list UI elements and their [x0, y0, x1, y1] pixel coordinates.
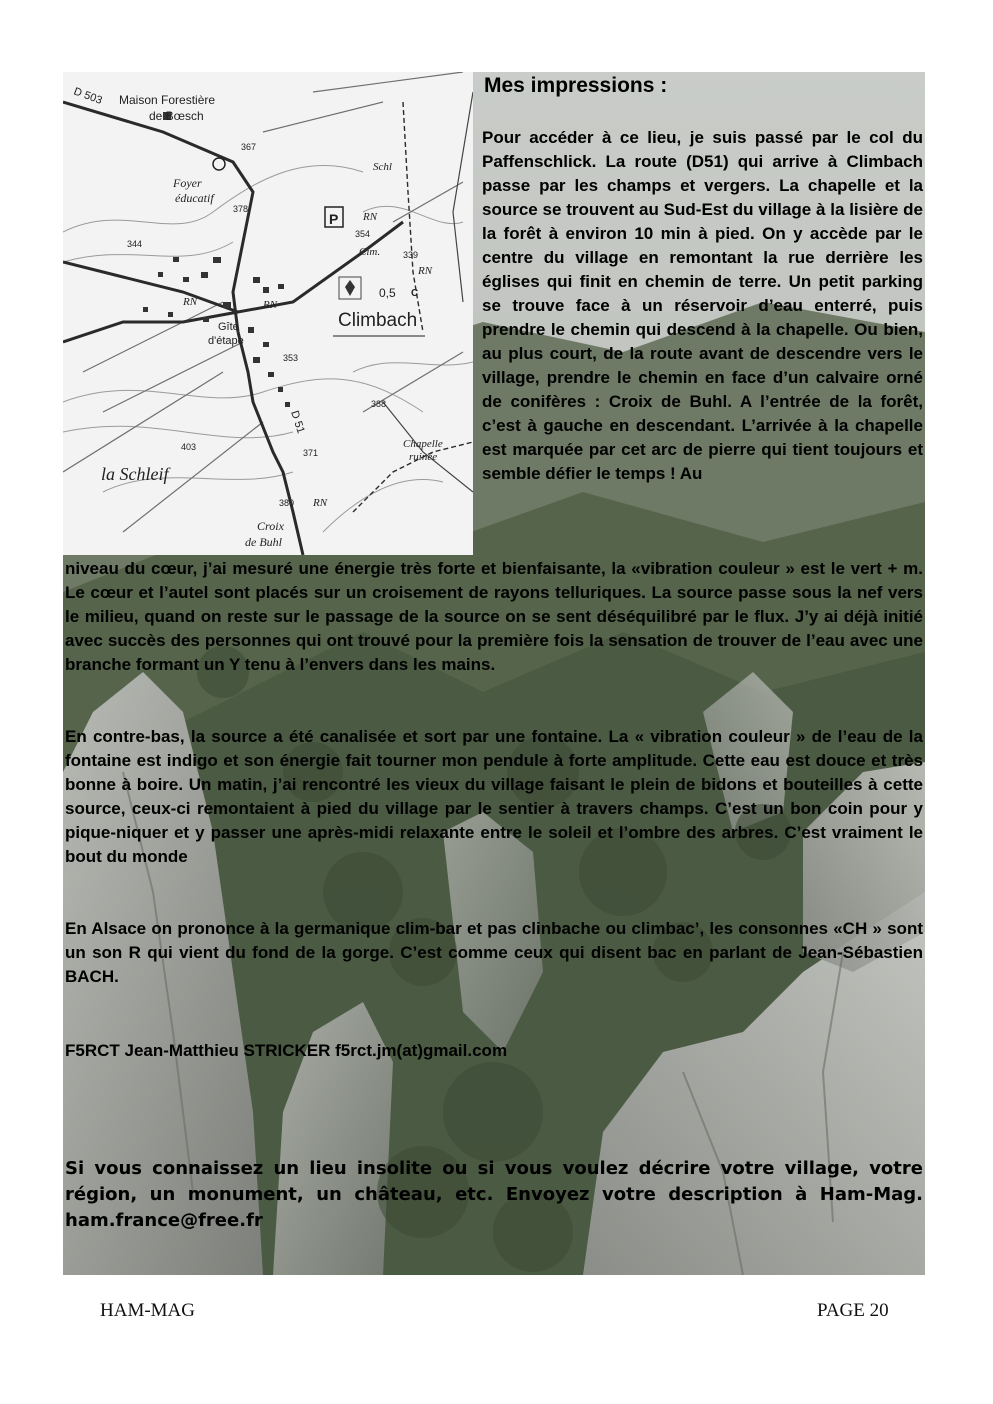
climbach-map	[63, 72, 473, 555]
map-label-croix: Croix	[257, 519, 284, 533]
map-label-gite: Gîte	[218, 321, 239, 333]
map-label-339: 339	[403, 250, 419, 260]
map-label-rn3: RN	[183, 296, 198, 308]
map-label-distance: 0,5	[379, 286, 396, 300]
map-label-c: C	[411, 288, 419, 299]
paragraph-fountain: En contre-bas, la source a été canalisée et sort par une fontaine. La « vibration couleur » de l’eau de la fontaine est indigo et son énergie fait tourner mon pendule à forte amplitude. Cette eau est douce et très bonne à boire. Un matin, j’ai rencontré les vieux du village faisant le plein de bidons et bouteilles à cette source, ceux-ci remontaient à pied du village par le sentier à travers champs. C’est un bon coin pour y pique-niquer et y passer une après-midi relaxante entre le soleil et l’ombre des arbres. C’est vraiment le bout du monde	[65, 727, 923, 866]
map-label-detape: d'étape	[208, 335, 244, 347]
call-to-action: Si vous connaissez un lieu insolite ou si vous voulez décrire votre village, votre région, un monument, un château, etc. Envoyez votre description à Ham-Mag. ham.france@free.fr	[65, 1158, 923, 1231]
map-label-cim: Cim.	[359, 246, 381, 258]
footer-magazine-name: HAM-MAG	[100, 1300, 195, 1321]
map-label-371: 371	[303, 448, 319, 458]
map-label-educatif: éducatif	[175, 191, 214, 205]
topographic-map-image	[63, 72, 473, 555]
map-label-schleif: la Schleif	[101, 464, 169, 484]
map-label-344: 344	[127, 239, 143, 249]
map-label-403: 403	[181, 442, 197, 452]
map-label-d51: D 51	[288, 409, 307, 436]
map-label-ruinee: ruinée	[409, 451, 438, 463]
map-label-climbach: Climbach	[338, 310, 418, 331]
author-signature: F5RCT Jean-Matthieu STRICKER f5rct.jm(at)gmail.com	[65, 1041, 508, 1060]
map-label-maison: Maison Forestière	[119, 93, 216, 107]
map-label-schl: Schl	[373, 161, 392, 173]
map-label-rn1: RN	[363, 211, 378, 223]
map-label-353: 353	[283, 353, 299, 363]
map-label-de-boesch: de Bœsch	[149, 109, 204, 123]
map-parking-label: P	[329, 211, 339, 227]
map-label-rn5: RN	[313, 497, 328, 509]
map-label-378: 378	[233, 204, 249, 214]
article-title: Mes impressions :	[484, 74, 668, 97]
map-label-354: 354	[355, 229, 371, 239]
paragraph-intro-bottom: niveau du cœur, j’ai mesuré une énergie très forte et bienfaisante, la «vibration couleur » est le vert + m. Le cœur et l’autel sont placés sur un croisement de rayons telluriques. La source passe sous la nef vers le milieu, quand on reste sur le passage de la source on se sent déséquilibré par le flux. J’y ai déjà initié avec succès des personnes qui ont trouvé pour la première fois la sensation de trouver de l’eau avec une branche formant un Y tenu à l’envers dans les mains.	[65, 559, 923, 674]
paragraph-pronunciation: En Alsace on prononce à la germanique clim-bar et pas clinbache ou climbac’, les consonnes «CH » sont un son R qui vient du fond de la gorge. C’est comme ceux qui disent bac en parlant de Jean-Sébastien BACH.	[65, 919, 923, 986]
map-label-rn4: RN	[263, 299, 278, 311]
map-label-d503: D 503	[71, 85, 104, 107]
map-label-foyer: Foyer	[173, 176, 202, 190]
map-label-de-buhl: de Buhl	[245, 535, 282, 549]
paragraph-intro-top: Pour accéder à ce lieu, je suis passé par le col du Paffenschlick. La route (D51) qui arrive à Climbach passe par les champs et vergers. La chapelle et la source se trouvent au Sud-Est du village à la lisière de la forêt à environ 10 min à pied. On y accède par le centre du village en remontant la rue derrière les églises qui finit en chemin de terre. Un petit parking se trouve face à un réservoir d’eau enterré, puis prendre le chemin qui descend à la chapelle. Ou bien, au plus court, de la route avant de descendre vers le village, prendre le chemin en face d’un calvaire orné de conifères : Croix de Buhl. A l’entrée de la forêt, c’est à gauche en descendant. L’arrivée à la chapelle est marquée par cet arc de pierre qui tient toujours et semble défier le temps ! Au	[482, 128, 923, 483]
map-label-rn2: RN	[418, 265, 433, 277]
footer-page-number: PAGE 20	[817, 1300, 889, 1321]
map-label-380: 380	[279, 498, 295, 508]
map-label-chapelle: Chapelle	[403, 438, 443, 450]
map-label-367: 367	[241, 142, 257, 152]
map-label-388: 388	[371, 399, 387, 409]
